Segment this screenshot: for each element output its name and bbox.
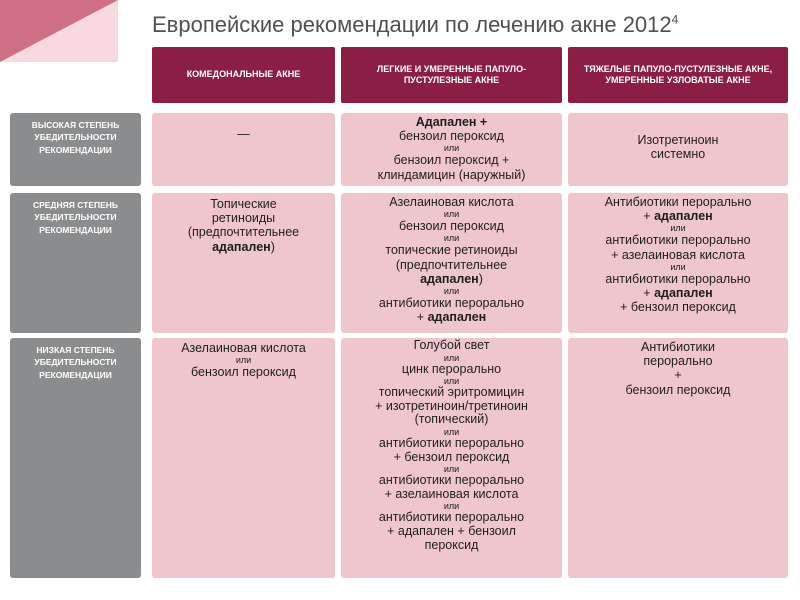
cell-line: + азелаиновая кислота <box>384 486 519 501</box>
cell-line: бензоил пероксид <box>191 365 296 380</box>
cell-line: + <box>674 368 682 383</box>
cell-line: системно <box>650 147 706 162</box>
cell-line: + азелаиновая кислота <box>611 247 745 262</box>
cell-high-severe <box>568 113 788 186</box>
cell-line <box>568 209 788 223</box>
cell-high-comedonal <box>152 113 335 186</box>
cell-high-mild <box>341 113 562 186</box>
cell-line: (предпочтительнее <box>395 257 508 272</box>
drug-name: адапален <box>212 239 271 254</box>
cell-low-comedonal <box>152 338 335 578</box>
cell-line: + бензоил пероксид <box>620 300 736 315</box>
cell-line: антибиотики перорально <box>605 233 751 248</box>
cell-line: Изотретиноин <box>637 133 719 147</box>
cell-line <box>568 286 788 300</box>
cell-medium-severe <box>568 193 788 333</box>
column-header-mild <box>341 47 562 103</box>
cell-low-mild <box>341 338 562 578</box>
cell-line: (предпочтительнее <box>187 225 300 240</box>
drug-name: адапален <box>654 209 713 224</box>
drug-name: адапален <box>420 271 479 286</box>
corner-triangle <box>0 0 118 62</box>
column-header-severe <box>568 47 788 103</box>
cell-line: + изотретиноин/третиноин <box>375 398 528 413</box>
or-separator: или <box>443 286 460 297</box>
cell-line <box>341 115 562 129</box>
drug-name: Адапален <box>415 115 477 129</box>
cell-medium-comedonal <box>152 193 335 333</box>
drug-name: адапален <box>654 286 713 301</box>
column-header-label: ЛЕГКИЕ И УМЕРЕННЫЕ ПАПУЛО-ПУСТУЛЕЗНЫЕ АКНЕ <box>376 63 527 85</box>
cell-line: топические ретиноиды <box>385 243 518 258</box>
or-separator: или <box>443 143 460 154</box>
cell-text: + <box>476 115 488 129</box>
cell-line: антибиотики перорально <box>378 435 525 450</box>
cell-line <box>341 272 562 286</box>
cell-line: клиндамицин (наружный) <box>377 167 526 182</box>
or-separator: или <box>235 355 252 366</box>
cell-line: топический эритромицин <box>378 385 525 400</box>
row-header-label: СРЕДНЯЯ СТЕПЕНЬ УБЕДИТЕЛЬНОСТИ РЕКОМЕНДАЦИИ <box>32 200 119 235</box>
page-title <box>152 12 792 38</box>
drug-name: адапален <box>427 310 487 325</box>
cell-line: бензоил пероксид + <box>393 153 510 168</box>
cell-line: бензоил пероксид <box>399 129 504 144</box>
cell-line: Азелаиновая кислота <box>389 195 514 209</box>
column-header-label: ТЯЖЕЛЫЕ ПАПУЛО-ПУСТУЛЕЗНЫЕ АКНЕ, УМЕРЕННЫЕ УЗЛОВАТЫЕ АКНЕ <box>583 63 773 85</box>
cell-line: антибиотики перорально <box>378 473 525 488</box>
column-header-label: КОМЕДОНАЛЬНЫЕ АКНЕ <box>186 69 301 80</box>
cell-line: Антибиотики перорально <box>604 195 752 209</box>
column-header-comedonal <box>152 47 335 103</box>
row-header-low <box>10 338 141 578</box>
cell-text: + <box>643 286 655 301</box>
title-footnote: 4 <box>671 12 679 27</box>
cell-low-severe <box>568 338 788 578</box>
row-header-medium <box>10 193 141 333</box>
or-separator: или <box>670 223 686 234</box>
cell-line: Антибиотики <box>641 340 715 354</box>
or-separator: или <box>443 233 460 244</box>
or-separator: или <box>443 352 460 363</box>
cell-text: + <box>643 209 655 224</box>
cell-line: перорально <box>643 354 713 369</box>
cell-text: ) <box>478 271 483 286</box>
or-separator: или <box>670 261 686 272</box>
row-header-label: ВЫСОКАЯ СТЕПЕНЬ УБЕДИТЕЛЬНОСТИ РЕКОМЕНДАЦИИ <box>31 120 120 155</box>
cell-medium-mild <box>341 193 562 333</box>
cell-text: + <box>416 310 428 325</box>
cell-line: (топический) <box>414 412 489 427</box>
cell-line: антибиотики перорально <box>605 271 751 286</box>
or-separator: или <box>443 376 460 387</box>
cell-line: Топические <box>210 197 277 211</box>
cell-line <box>152 240 335 254</box>
cell-line: Голубой свет <box>413 338 490 352</box>
cell-text: ) <box>270 239 275 254</box>
or-separator: или <box>443 426 460 437</box>
cell-line: антибиотики перорально <box>378 296 525 311</box>
cell-text: — <box>237 127 250 141</box>
cell-line: антибиотики перорально <box>378 510 525 525</box>
cell-line: Азелаиновая кислота <box>181 341 306 355</box>
cell-line <box>341 310 562 324</box>
row-header-high <box>10 113 141 186</box>
or-separator: или <box>443 464 460 475</box>
cell-line: + адапален + бензоил <box>387 523 516 538</box>
cell-line: + бензоил пероксид <box>393 449 510 464</box>
row-header-label: НИЗКАЯ СТЕПЕНЬ УБЕДИТЕЛЬНОСТИ РЕКОМЕНДАЦИИ <box>34 345 117 380</box>
cell-line: бензоил пероксид <box>399 219 504 234</box>
cell-line: пероксид <box>424 537 479 552</box>
title-text: Европейские рекомендации по лечению акне 2012 <box>152 12 672 37</box>
or-separator: или <box>443 209 460 220</box>
cell-line: ретиноиды <box>211 211 276 226</box>
cell-line: цинк перорально <box>401 361 502 376</box>
or-separator: или <box>443 501 460 512</box>
cell-line: бензоил пероксид <box>625 382 731 397</box>
